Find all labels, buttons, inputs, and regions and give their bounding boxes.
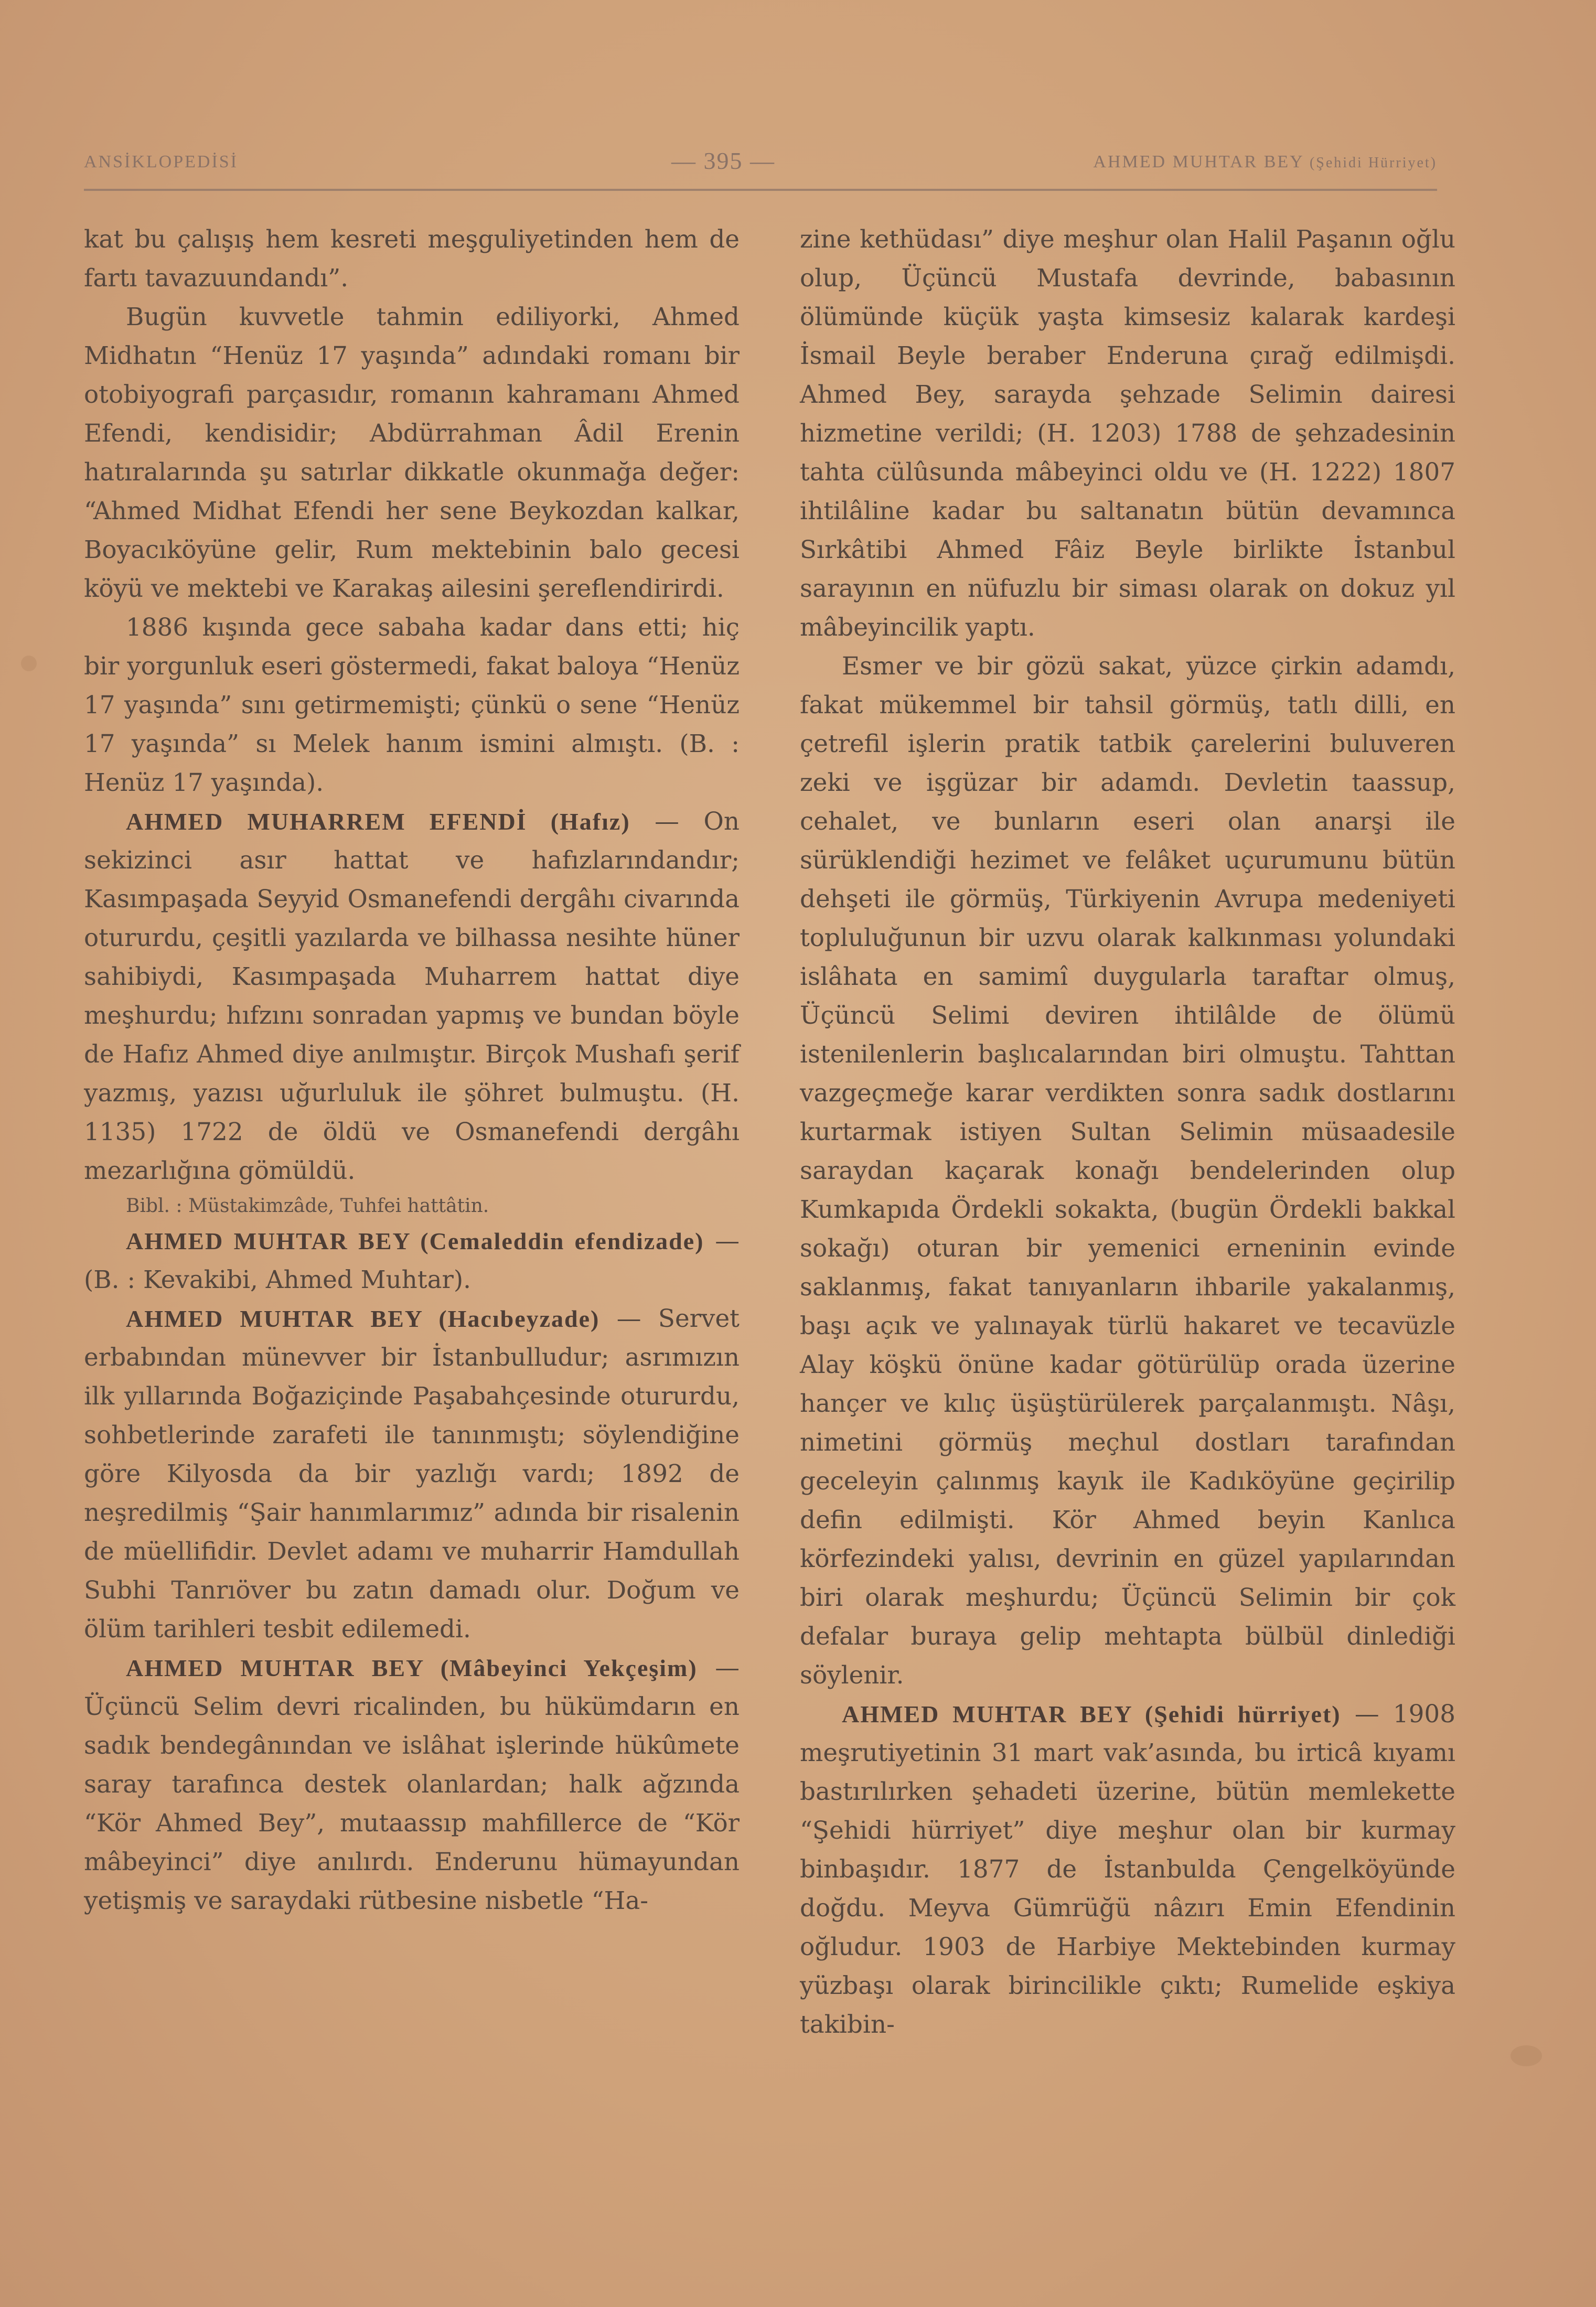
entry-hacibeyzade — [84, 1300, 740, 1649]
header-left: ANSİKLOPEDİSİ — [84, 152, 238, 171]
entry-body: — Servet erbabından münevver bir İstanbulludur; asrımızın ilk yıllarında Boğaziçinde Paşabahçesinde otururdu, sohbetlerinde zarafeti ile tanınmıştı; söylendiğine göre Kilyosda da bir yazlığı vardı; 1892 de neşredilmiş “Şair hanımlarımız” adında bir risalenin de müellifidir. Devlet adamı ve muharrir Hamdullah Subhi Tanrıöver bu zatın damadı olur. Doğum ve ölüm tarihleri tesbit edilemedi. — [84, 1305, 740, 1644]
entry-muharrem — [84, 802, 740, 1190]
paragraph: kat bu çalışış hem kesreti meşguliyetinden hem de fartı tavazuundandı”. — [84, 226, 740, 293]
header-right-sub: (Şehidi Hürriyet) — [1309, 155, 1437, 171]
entry-body: — 1908 meşrutiyetinin 31 mart vak’asında, bu irticâ kıyamı bastırılırken şehadeti üzerine, bütün memlekette “Şehidi hürriyet” diye meşhur olan bir kurmay binbaşıdır. 1877 de İstanbulda Çengelköyünde doğdu. Meyva Gümrüğü nâzırı Emin Efendinin oğludur. 1903 de Harbiye Mektebinden kurmay yüzbaşı olarak birincilikle çıktı; Rumelide eşkiya takibin- — [800, 1700, 1455, 2039]
page-header — [84, 147, 1437, 184]
entry-cemaleddin — [84, 1222, 740, 1300]
paper-stain — [21, 656, 37, 671]
header-right — [1093, 152, 1437, 172]
entry-headword: AHMED MUHTAR BEY (Mâbeyinci Yekçeşim) — [126, 1655, 698, 1681]
header-rule — [84, 189, 1437, 191]
paragraph: Esmer ve bir gözü sakat, yüzce çirkin adamdı, fakat mükemmel bir tahsil görmüş, tatlı dilli, en çetrefil işlerin pratik tatbik çarelerini buluveren zeki ve işgüzar bir adamdı. Devletin taassup, cehalet, ve bunların eseri olan anarşi ile sürüklendiği hezimet ve felâket uçurumunu bütün dehşeti ile görmüş, Türkiyenin Avrupa medeniyeti topluluğunun bir uzvu olarak kalkınması yolundaki islâhata en samimî duygularla taraftar olmuş, Üçüncü Selimi deviren ihtilâlde de ölümü istenilenlerin başlıcalarından biri olmuştu. Tahttan vazgeçmeğe karar verdikten sonra sadık dostlarını kurtarmak istiyen Sultan Selimin müsaadesile saraydan kaçarak konağı bendelerinden olup Kumkapıda Ördekli sokakta, (bugün Ördekli bakkal sokağı) oturan bir yemenici erneninin evinde saklanmış, fakat tanıyanların ihbarile yakalanmış, başı açık ve yalınayak türlü hakaret ve tecavüzle Alay köşkü önüne kadar götürülüp orada üzerine hançer ve kılıç üşüştürülerek parçalanmıştı. Nâşı, nimetini görmüş meçhul dostları tarafından geceleyin çalınmış kayık ile Kadıköyüne geçirilip defin edilmişti. Kör Ahmed beyin Kanlıca körfezindeki yalısı, devrinin en güzel yapılarından biri olarak meşhurdu; Üçüncü Selimin bir çok defalar buraya gelip mehtapta bülbül dinlediği söylenir. — [800, 652, 1455, 1690]
entry-headword: AHMED MUHARREM EFENDİ (Hafız) — [126, 808, 630, 835]
entry-headword: AHMED MUHTAR BEY (Cemaleddin efendizade) — [126, 1228, 704, 1254]
entry-sehidi-hurriyet — [800, 1695, 1455, 2044]
paragraph: 1886 kışında gece sabaha kadar dans etti; hiç bir yorgunluk eseri göstermedi, fakat baloya “Henüz 17 yaşında” sını getirmemişti; çünkü o sene “Henüz 17 yaşında” sı Melek hanım ismini almıştı. (B. : Henüz 17 yaşında). — [84, 614, 740, 797]
entry-headword: AHMED MUHTAR BEY (Şehidi hürriyet) — [842, 1701, 1341, 1727]
header-right-title: AHMED MUHTAR BEY — [1093, 152, 1304, 171]
paper-stain — [1511, 2045, 1542, 2066]
entry-body: — (B. : Kevakibi, Ahmed Muhtar). — [84, 1227, 740, 1294]
left-column — [84, 220, 740, 1920]
right-column — [800, 220, 1455, 2044]
entry-body: — On sekizinci asır hattat ve hafızlarındandır; Kasımpaşada Seyyid Osmanefendi dergâhı civarında otururdu, çeşitli yazılarda ve bilhassa nesihte hüner sahibiydi, Kasımpaşada Muharrem hattat diye meşhurdu; hıfzını sonradan yapmış ve bundan böyle de Hafız Ahmed diye anılmıştır. Birçok Mushafı şerif yazmış, yazısı uğurluluk ile şöhret bulmuştu. (H. 1135) 1722 de öldü ve Osmanefendi dergâhı mezarlığına gömüldü. — [84, 808, 740, 1185]
paragraph: zine kethüdası” diye meşhur olan Halil Paşanın oğlu olup, Üçüncü Mustafa devrinde, babasının ölümünde küçük yaşta kimsesiz kalarak kardeşi İsmail Beyle beraber Enderuna çırağ edilmişdi. Ahmed Bey, sarayda şehzade Selimin dairesi hizmetine verildi; (H. 1203) 1788 de şehzadesinin tahta cülûsunda mâbeyinci oldu ve (H. 1222) 1807 ihtilâline kadar bu saltanatın bütün devamınca Sırkâtibi Ahmed Fâiz Beyle birlikte İstanbul sarayının en nüfuzlu bir siması olarak on dokuz yıl mâbeyincilik yaptı. — [800, 226, 1455, 642]
entry-mabeyinci — [84, 1649, 740, 1920]
bibliography: Bibl. : Müstakimzâde, Tuhfei hattâtin. — [126, 1195, 489, 1217]
paragraph: Bugün kuvvetle tahmin ediliyorki, Ahmed Midhatın “Henüz 17 yaşında” adındaki romanı bir otobiyografi parçasıdır, romanın kahramanı Ahmed Efendi, kendisidir; Abdürrahman Âdil Erenin hatıralarında şu satırlar dikkatle okunmağa değer: “Ahmed Midhat Efendi her sene Beykozdan kalkar, Boyacıköyüne gelir, Rum mektebinin balo gecesi köyü ve mektebi ve Karakaş ailesini şereflendirirdi. — [84, 303, 740, 603]
entry-headword: AHMED MUHTAR BEY (Hacıbeyzade) — [126, 1305, 600, 1332]
entry-body: — Üçüncü Selim devri ricalinden, bu hükümdarın en sadık bendegânından ve islâhat işlerinde hükûmete saray tarafınca destek olanlardan; halk ağzında “Kör Ahmed Bey”, mutaassıp mahfillerce de “Kör mâbeyinci” diye anılırdı. Enderunu hümayundan yetişmiş ve saraydaki rütbesine nisbetle “Ha- — [84, 1654, 740, 1915]
page-number: — 395 — — [671, 147, 775, 174]
